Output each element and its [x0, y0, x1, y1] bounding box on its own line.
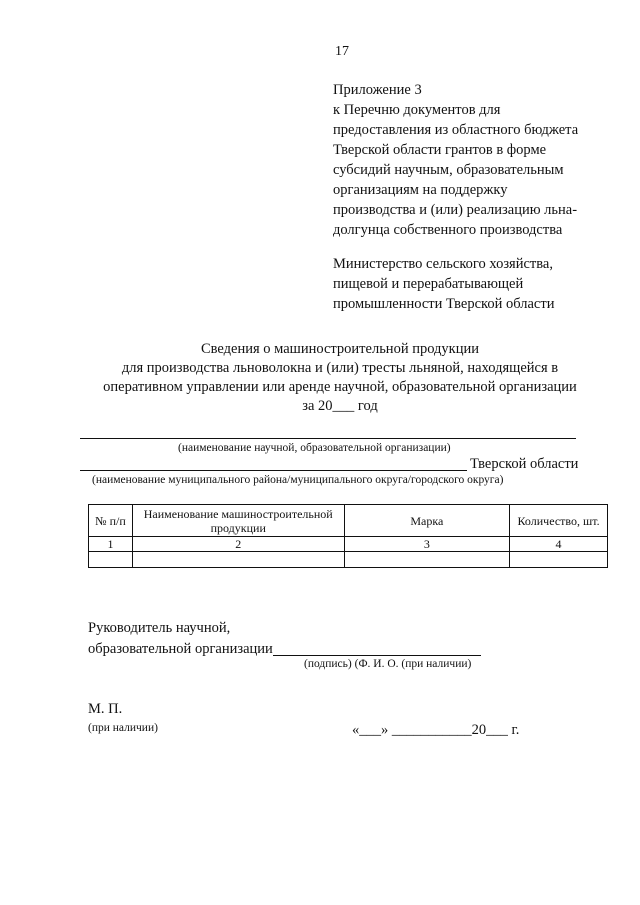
- region-caption: (наименование муниципального района/муниципального округа/городского округа): [92, 474, 504, 486]
- header-quantity: Количество, шт.: [510, 505, 608, 537]
- addressee-line: Министерство сельского хозяйства,: [333, 256, 553, 272]
- table-cell[interactable]: [132, 552, 344, 568]
- table-cell[interactable]: [344, 552, 510, 568]
- table-numbering-row: [89, 537, 608, 552]
- title-line: Сведения о машиностроительной продукции: [200, 341, 479, 357]
- region-suffix: Тверской области: [470, 456, 579, 472]
- column-number: 3: [344, 537, 510, 552]
- title-line: за 20___ год: [302, 398, 378, 414]
- table-empty-row[interactable]: [89, 552, 608, 568]
- region-field[interactable]: [80, 458, 467, 471]
- table-header-row: [89, 505, 608, 537]
- appendix-line: Тверской области грантов в форме: [333, 142, 547, 158]
- table-cell[interactable]: [510, 552, 608, 568]
- column-number: 2: [132, 537, 344, 552]
- appendix-block: [333, 80, 633, 240]
- appendix-line: долгунца собственного производства: [333, 222, 563, 238]
- table-cell[interactable]: [89, 552, 133, 568]
- appendix-line: субсидий научным, образовательным: [333, 162, 564, 178]
- column-number: 4: [510, 537, 608, 552]
- appendix-line: производства и (или) реализацию льна-: [333, 202, 578, 218]
- machinery-table: [88, 504, 608, 568]
- document-title: [60, 340, 620, 416]
- appendix-line: к Перечню документов для: [333, 102, 501, 118]
- appendix-line: предоставления из областного бюджета: [333, 122, 579, 138]
- header-number: № п/п: [89, 505, 133, 537]
- header-product-name: Наименование машиностроительной продукции: [132, 505, 344, 537]
- appendix-line: организациям на поддержку: [333, 182, 508, 198]
- title-line: оперативном управлении или аренде научной, образовательной организации: [103, 379, 577, 395]
- addressee-line: промышленности Тверской области: [333, 296, 555, 312]
- signature-block: [88, 618, 481, 660]
- signature-caption: (подпись) (Ф. И. О. (при наличии): [304, 658, 472, 670]
- column-number: 1: [89, 537, 133, 552]
- org-name-caption: (наименование научной, образовательной организации): [178, 442, 451, 454]
- org-name-field[interactable]: [80, 426, 576, 439]
- page-number: 17: [335, 44, 349, 59]
- appendix-line: Приложение 3: [333, 82, 422, 98]
- signature-title-line: образовательной организации: [88, 641, 273, 657]
- header-brand: Марка: [344, 505, 510, 537]
- date-field[interactable]: «___» ___________20___ г.: [352, 722, 520, 738]
- signature-title-line: Руководитель научной,: [88, 620, 231, 636]
- stamp-note: (при наличии): [88, 722, 158, 734]
- signature-field[interactable]: [273, 641, 481, 656]
- title-line: для производства льноволокна и (или) тресты льняной, находящейся в: [121, 360, 559, 376]
- addressee-line: пищевой и перерабатывающей: [333, 276, 524, 292]
- stamp-label: М. П.: [88, 701, 123, 717]
- addressee-block: [333, 254, 633, 314]
